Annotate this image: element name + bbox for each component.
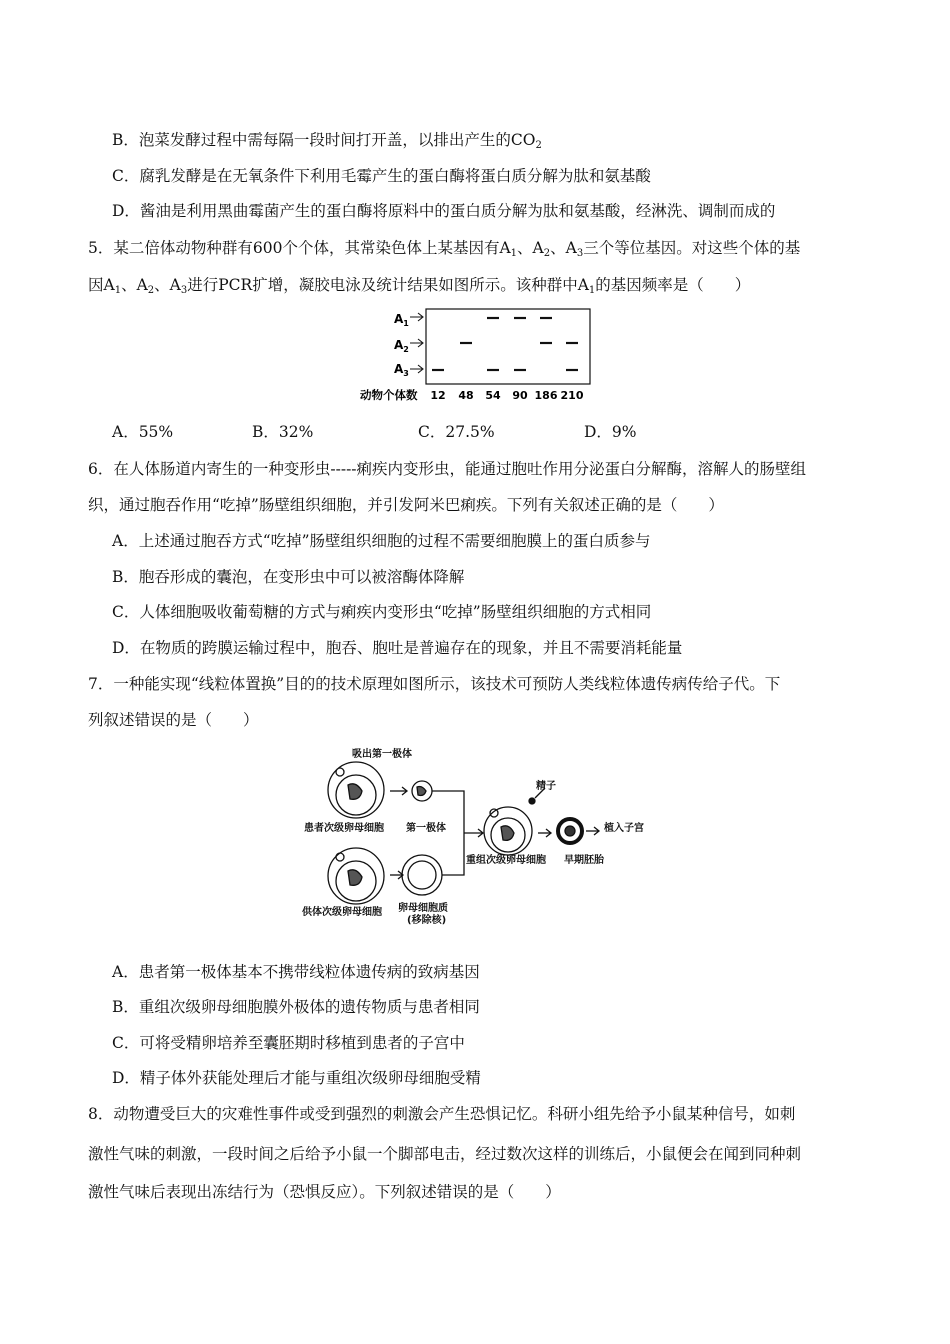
count-label: 90 [512, 389, 528, 402]
q5-stem-line1: 5．某二倍体动物种群有600个个体，其常染色体上某基因有$A_1$、$A_2$、$A_3$三个等位基因。对这些个体的基 [88, 239, 801, 259]
q6-option-a: A．上述通过胞吞方式“吃掉”肠壁组织细胞的过程不需要细胞膜上的蛋白质参与 [112, 532, 651, 550]
q5-option-a: A．55% [112, 423, 174, 441]
q4-option-c: C．腐乳发酵是在无氧条件下利用毛霉产生的蛋白酶将蛋白质分解为肽和氨基酸 [112, 167, 651, 185]
label-donor-cell: 供体次级卵母细胞 [302, 907, 382, 918]
q6-option-c: C．人体细胞吸收葡萄糖的方式与痢疾内变形虫“吃掉”肠壁组织细胞的方式相同 [112, 603, 652, 621]
label-egg-cyto-2: (移除核) [407, 915, 447, 926]
q8-stem-line3: 激性气味后表现出冻结行为（恐惧反应）。下列叙述错误的是（ ） [88, 1183, 561, 1201]
q5-option-c: C．27.5% [418, 423, 495, 441]
q7-option-a: A．患者第一极体基本不携带线粒体遗传病的致病基因 [112, 963, 480, 981]
label-sperm: 精子 [536, 781, 556, 792]
label-egg-cyto: 卵母细胞质 [398, 903, 448, 914]
q7-option-c: C．可将受精卵培养至囊胚期时移植到患者的子宫中 [112, 1034, 465, 1052]
label-suck-polar: 吸出第一极体 [352, 749, 412, 760]
q7-stem-line2: 列叙述错误的是（ ） [88, 711, 259, 729]
q7-option-b: B．重组次级卵母细胞膜外极体的遗传物质与患者相同 [112, 998, 480, 1016]
arrow-icon [410, 313, 423, 373]
label-implant: 植入子宫 [604, 823, 644, 834]
q8-stem-line1: 8．动物遭受巨大的灾难性事件或受到强烈的刺激会产生恐惧记忆。科研小组先给予小鼠某种信号，如刺 [88, 1105, 796, 1123]
label-embryo: 早期胚胎 [564, 855, 604, 866]
count-label: 54 [485, 389, 501, 402]
q4-option-b: B．泡菜发酵过程中需每隔一段时间打开盖，以排出产生的$CO_2$ [112, 131, 542, 151]
gel-frame [426, 309, 590, 384]
q5-stem-line2: 因$A_1$、$A_2$、$A_3$进行PCR扩增，凝胶电泳及统计结果如图所示。该种群中$A_1$的基因频率是（ ） [88, 276, 751, 296]
count-label: 186 [534, 389, 558, 402]
q6-option-b: B．胞吞形成的囊泡，在变形虫中可以被溶酶体降解 [112, 568, 465, 586]
q6-stem-line1: 6．在人体肠道内寄生的一种变形虫-----痢疾内变形虫，能通过胞吐作用分泌蛋白分解酶，溶解人的肠壁组 [88, 460, 807, 478]
gel-label-a2: $A_2$ [394, 338, 409, 354]
label-polar-body: 第一极体 [406, 823, 446, 834]
label-recombined: 重组次级卵母细胞 [466, 855, 546, 866]
q6-option-d: D．在物质的跨膜运输过程中，胞吞、胞吐是普遍存在的现象，并且不需要消耗能量 [112, 639, 683, 657]
gel-electrophoresis-figure [360, 303, 600, 405]
label-patient-cell: 患者次级卵母细胞 [304, 823, 384, 834]
gel-x-label: 动物个体数 [360, 388, 418, 402]
gel-label-a3: $A_3$ [394, 362, 409, 378]
q7-option-d: D．精子体外获能处理后才能与重组次级卵母细胞受精 [112, 1069, 481, 1087]
count-label: 210 [560, 389, 584, 402]
mitochondria-replacement-diagram [298, 743, 668, 928]
q8-stem-line2: 激性气味的刺激，一段时间之后给予小鼠一个脚部电击，经过数次这样的训练后，小鼠便会在闻到同种刺 [88, 1145, 802, 1163]
gel-bands [432, 318, 578, 370]
q5-option-b: B．32% [252, 423, 314, 441]
q5-option-d: D．9% [584, 423, 637, 441]
count-label: 12 [430, 389, 446, 402]
q4-option-d: D．酱油是利用黑曲霉菌产生的蛋白酶将原料中的蛋白质分解为肽和氨基酸，经淋洗、调制而成的 [112, 202, 776, 220]
count-label: 48 [458, 389, 474, 402]
gel-label-a1: $A_1$ [394, 312, 409, 328]
q6-stem-line2: 织，通过胞吞作用“吃掉”肠壁组织细胞，并引发阿米巴痢疾。下列有关叙述正确的是（ ） [88, 496, 724, 514]
q7-stem-line1: 7．一种能实现“线粒体置换”目的的技术原理如图所示，该技术可预防人类线粒体遗传病传给子代。下 [88, 675, 781, 693]
